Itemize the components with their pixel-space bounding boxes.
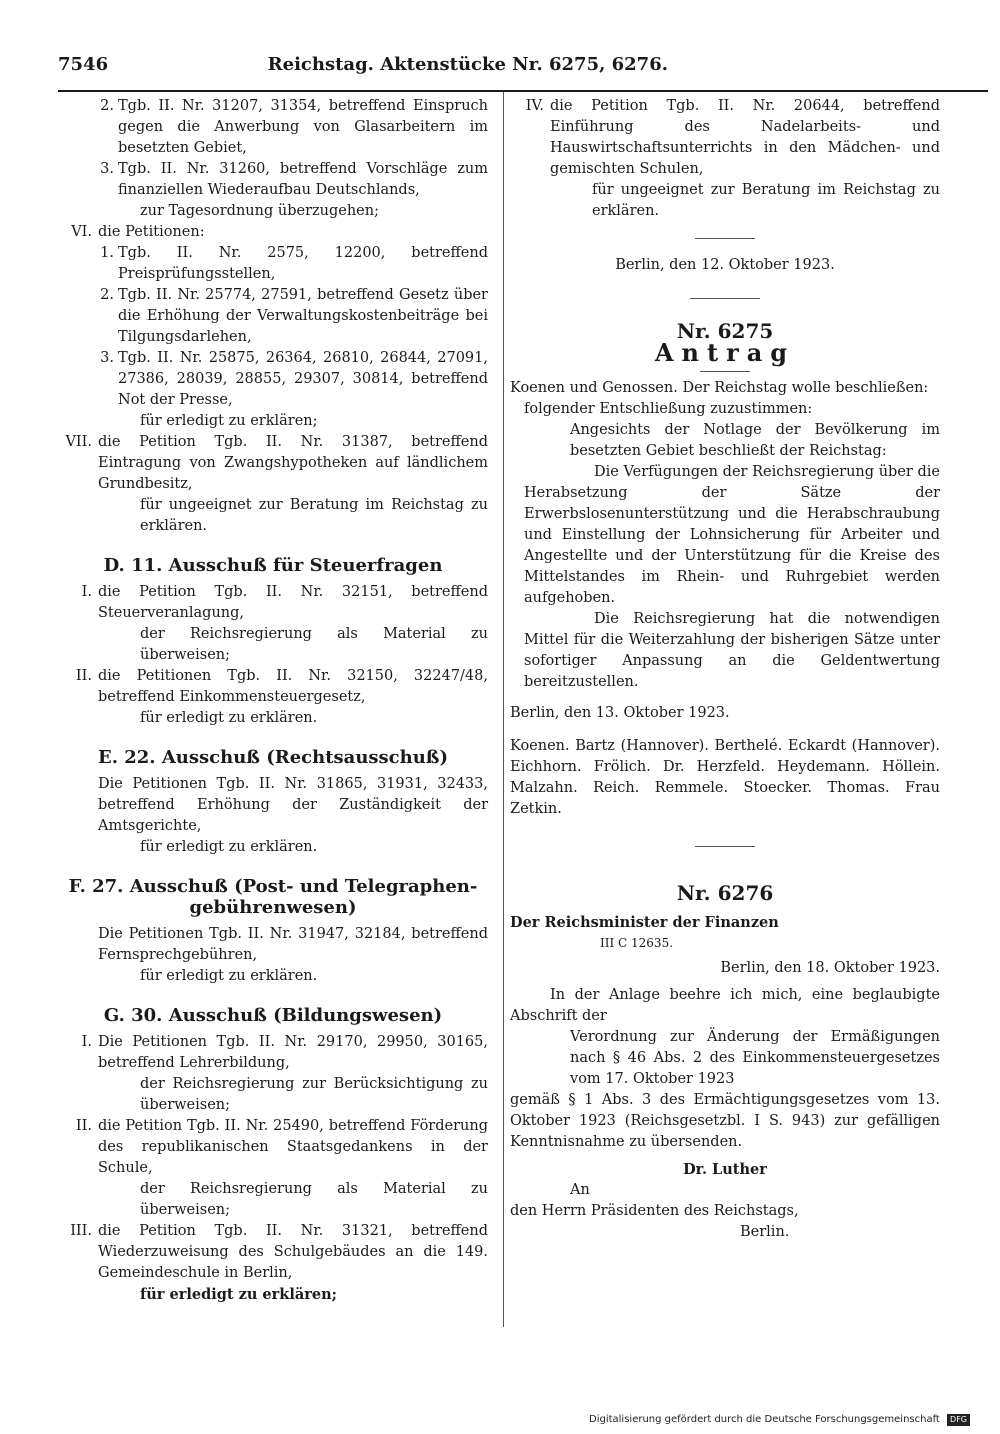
- divider: [700, 371, 750, 372]
- running-title: Reichstag. Aktenstücke Nr. 6275, 6276.: [267, 54, 668, 75]
- action-text: der Reichsregierung als Material zu überweisen;: [140, 1181, 488, 1218]
- antrag-intro: Koenen und Genossen. Der Reichstag wolle beschließen:: [510, 380, 929, 396]
- item-text: die Petition Tgb. II. Nr. 32151, betreffend Steuerveranlagung,: [98, 584, 488, 621]
- page-header: [58, 54, 668, 80]
- item-text: Tgb. II. Nr. 31260, betreffend Vorschläge zum finanziellen Wiederaufbau Deutschlands,: [118, 161, 488, 198]
- list-item: [58, 159, 488, 201]
- list-item: [58, 243, 488, 285]
- date-line: Berlin, den 13. Oktober 1923.: [510, 705, 730, 721]
- list-item: [58, 666, 488, 708]
- item-number: VI.: [71, 224, 92, 240]
- footer: [589, 1414, 970, 1426]
- signatories: Koenen. Bartz (Hannover). Berthelé. Eckardt (Hannover). Eichhorn. Frölich. Dr. Herzfeld. Heydemann. Höllein. Malzahn. Reich. Remmele. Stoecker. Thomas. Frau Zetkin.: [510, 738, 940, 817]
- address-line: den Herrn Präsidenten des Reichstags,: [510, 1203, 799, 1219]
- section-heading: D. 11. Ausschuß für Steuerfragen: [103, 555, 443, 576]
- list-item: [58, 1032, 488, 1074]
- item-text: Tgb. II. Nr. 25774, 27591, betreffend Gesetz über die Erhöhung der Verwaltungskostenbeiträge bei Tilgungsdarlehen,: [118, 287, 488, 345]
- list-item: [58, 582, 488, 624]
- date-line: Berlin, den 18. Oktober 1923.: [720, 960, 940, 976]
- letter-paragraph: In der Anlage beehre ich mich, eine beglaubigte Abschrift der: [510, 987, 940, 1024]
- item-number: 2.: [100, 287, 114, 303]
- item-number: II.: [75, 668, 92, 684]
- document-number: Nr. 6276: [676, 881, 774, 905]
- document-type: Antrag: [654, 338, 796, 367]
- section-heading: F. 27. Ausschuß (Post- und Telegraphen-: [68, 876, 478, 897]
- item-number: I.: [81, 584, 92, 600]
- action-text: für ungeeignet zur Beratung im Reichstag zu erklären.: [592, 182, 940, 219]
- antrag-line: folgender Entschließung zuzustimmen:: [524, 401, 813, 417]
- action-text: der Reichsregierung als Material zu überweisen;: [140, 626, 488, 663]
- divider: [695, 846, 755, 847]
- antrag-paragraph: Angesichts der Notlage der Bevölkerung im besetzten Gebiet beschließt der Reichstag:: [570, 422, 940, 459]
- antrag-paragraph: Die Verfügungen der Reichsregierung über die Herabsetzung der Sätze der Erwerbslosenunterstützung und die Herabschraubung und Einstellung der Lohnsicherung für Arbeiter und Angestellte und der Unterstützung für die Kreise des Mittelstandes im Rhein- und Ruhrgebiet werden aufgehoben.: [524, 464, 940, 606]
- action-text: der Reichsregierung zur Berücksichtigung zu überweisen;: [140, 1076, 488, 1113]
- list-item: [58, 348, 488, 411]
- item-text: die Petition Tgb. II. Nr. 25490, betreffend Förderung des republikanischen Staatsgedankens in der Schule,: [98, 1118, 488, 1176]
- item-text: Tgb. II. Nr. 2575, 12200, betreffend Preisprüfungsstellen,: [118, 245, 488, 282]
- left-column: [58, 96, 488, 1305]
- item-number: I.: [81, 1034, 92, 1050]
- column-divider: [503, 92, 504, 1327]
- item-text: die Petition Tgb. II. Nr. 20644, betreffend Einführung des Nadelarbeits- und Hauswirtschaftsunterrichts in den Mädchen- und gemischten Schulen,: [550, 98, 940, 177]
- header-rule: [58, 90, 988, 92]
- address-line: An: [570, 1182, 590, 1198]
- list-item: [58, 432, 488, 495]
- paragraph: Die Petitionen Tgb. II. Nr. 31947, 32184, betreffend Fernsprechgebühren,: [98, 926, 488, 963]
- item-number: 1.: [100, 245, 114, 261]
- footer-text: Digitalisierung gefördert durch die Deutsche Forschungsgemeinschaft: [589, 1414, 940, 1425]
- right-column: [510, 96, 940, 1243]
- action-text: für ungeeignet zur Beratung im Reichstag zu erklären.: [140, 497, 488, 534]
- item-number: 3.: [100, 350, 114, 366]
- action-text: für erledigt zu erklären.: [140, 710, 318, 726]
- address-line: Berlin.: [740, 1224, 790, 1240]
- list-item: [58, 1116, 488, 1179]
- action-text: für erledigt zu erklären.: [140, 968, 318, 984]
- dfg-logo-icon: DFG: [947, 1414, 970, 1426]
- item-number: III.: [70, 1223, 92, 1239]
- divider: [690, 298, 760, 299]
- item-number: IV.: [525, 98, 544, 114]
- action-text: für erledigt zu erklären.: [140, 839, 318, 855]
- section-heading: G. 30. Ausschuß (Bildungswesen): [103, 1005, 443, 1026]
- item-number: 3.: [100, 161, 114, 177]
- item-text: die Petitionen:: [98, 224, 205, 240]
- item-text: die Petition Tgb. II. Nr. 31321, betreffend Wiederzuweisung des Schulgebäudes an die 149. Gemeindeschule in Berlin,: [98, 1223, 488, 1281]
- signature: Dr. Luther: [683, 1161, 767, 1178]
- item-number: VII.: [65, 434, 92, 450]
- reference-number: III C 12635.: [600, 936, 674, 950]
- item-text: Die Petitionen Tgb. II. Nr. 29170, 29950, 30165, betreffend Lehrerbildung,: [98, 1034, 488, 1071]
- list-item: [58, 222, 488, 243]
- action-text: für erledigt zu erklären;: [140, 1286, 337, 1303]
- document-number: Nr. 6275: [676, 319, 774, 343]
- item-number: 2.: [100, 98, 114, 114]
- item-text: Tgb. II. Nr. 31207, 31354, betreffend Einspruch gegen die Anwerbung von Glasarbeitern im besetzten Gebiet,: [118, 98, 488, 156]
- sender: Der Reichsminister der Finanzen: [510, 914, 779, 931]
- section-heading: E. 22. Ausschuß (Rechtsausschuß): [98, 747, 448, 768]
- list-item: [58, 96, 488, 159]
- action-text: zur Tagesordnung überzugehen;: [140, 203, 379, 219]
- list-item: [58, 285, 488, 348]
- item-text: die Petitionen Tgb. II. Nr. 32150, 32247/48, betreffend Einkommensteuergesetz,: [98, 668, 488, 705]
- antrag-paragraph: Die Reichsregierung hat die notwendigen Mittel für die Weiterzahlung der bisherigen Sätze unter sofortiger Anpassung an die Geldentwertung bereitzustellen.: [524, 611, 940, 690]
- item-number: II.: [75, 1118, 92, 1134]
- ordinance-title: Verordnung zur Änderung der Ermäßigungen nach § 46 Abs. 2 des Einkommensteuergesetzes vom 17. Oktober 1923: [570, 1029, 940, 1087]
- item-text: die Petition Tgb. II. Nr. 31387, betreffend Eintragung von Zwangshypotheken auf ländlichem Grundbesitz,: [98, 434, 488, 492]
- page-number: 7546: [58, 54, 109, 75]
- paragraph: Die Petitionen Tgb. II. Nr. 31865, 31931, 32433, betreffend Erhöhung der Zuständigkeit der Amtsgerichte,: [98, 776, 488, 834]
- list-item: [58, 1221, 488, 1284]
- divider: [695, 238, 755, 239]
- date-line: Berlin, den 12. Oktober 1923.: [615, 257, 835, 273]
- list-item: [510, 96, 940, 180]
- action-text: für erledigt zu erklären;: [140, 413, 318, 429]
- section-heading-cont: gebührenwesen): [189, 897, 357, 918]
- item-text: Tgb. II. Nr. 25875, 26364, 26810, 26844, 27091, 27386, 28039, 28855, 29307, 30814, betreffend Not der Presse,: [118, 350, 488, 408]
- letter-paragraph: gemäß § 1 Abs. 3 des Ermächtigungsgesetzes vom 13. Oktober 1923 (Reichsgesetzbl. I S. 943) zur gefälligen Kenntnisnahme zu übersenden.: [510, 1092, 940, 1150]
